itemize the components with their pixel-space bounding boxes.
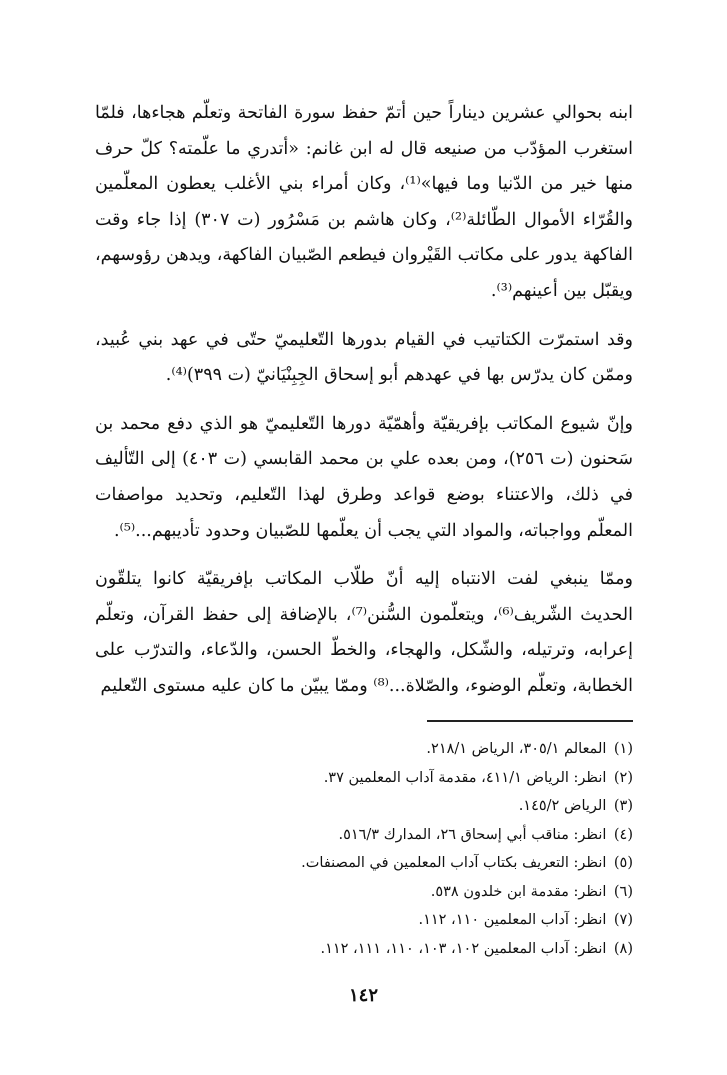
footnote: [95, 878, 633, 907]
paragraph-2: وقد استمرّت الكتاتيب في القيام بدورها التّعليميّ حتّى في عهد بني عُبيد، وممّن كان يدرّس بها في عهدهم أبو إسحاق الجِبِنْيَانيّ (ت ٣٩٩)⁽⁴⁾.: [95, 329, 633, 386]
paragraph-3: وإنّ شيوع المكاتب بإفريقيّة وأهمّيّة دورها التّعليميّ هو الذي دفع محمد بن سَحنون (ت ٢٥٦)، ومن بعده علي بن محمد القابسي (ت ٤٠٣) إلى التّأليف في ذلك، والاعتناء بوضع قواعد وطرق لهذا التّعليم، وتحديد مواصفات المعلّم وواجباته، والمواد التي يجب أن يعلّمها للصّبيان وحدود تأديبهم...⁽⁵⁾.: [95, 413, 633, 541]
page-number: ١٤٢: [348, 985, 378, 1006]
footnote-number: (٢): [613, 769, 633, 786]
footnote: [95, 735, 633, 764]
footnote-number: (٥): [613, 855, 633, 871]
footnote-text: انظر: آداب المعلمين ١١٠، ١١٢.: [418, 912, 607, 928]
footnote-text: انظر: مناقب أبي إسحاق ٢٦، المدارك ٥١٦/٣.: [338, 826, 607, 843]
footnote: [95, 849, 633, 878]
main-text: [95, 96, 633, 718]
footnote-text: انظر: آداب المعلمين ١٠٢، ١٠٣، ١١٠، ١١١، ١١٢.: [320, 940, 607, 957]
footnote-number: (٤): [613, 826, 633, 843]
footnote-divider: [427, 720, 633, 722]
footnote-text: الرياض ١٤٥/٢.: [518, 798, 607, 814]
footnotes-list: [95, 735, 633, 963]
footnote-number: (٦): [613, 883, 633, 900]
footnote: [95, 764, 633, 793]
footnote-text: المعالم ٣٠٥/١، الرياض ٢١٨/١.: [426, 741, 607, 757]
footnote: [95, 821, 633, 850]
footnote-number: (٣): [613, 798, 633, 814]
footnote-text: انظر: التعريف بكتاب آداب المعلمين في المصنفات.: [301, 855, 607, 871]
footnote: [95, 935, 633, 964]
footnote-number: (١): [613, 741, 633, 757]
footnote-number: (٨): [613, 940, 633, 957]
paragraph-4: وممّا ينبغي لفت الانتباه إليه أنّ طلّاب المكاتب بإفريقيّة كانوا يتلقّون الحديث الشّريف⁽⁶⁾، ويتعلّمون السُّنن⁽⁷⁾، بالإضافة إلى حفظ القرآن، وتعلّم إعرابه، وترتيله، والشّكل، والهجاء، والخطّ الحسن، والدّعاء، والتدرّب على الخطابة، وتعلّم الوضوء، والصّلاة...⁽⁸⁾ وممّا يبيّن ما كان عليه مستوى التّعليم: [95, 569, 633, 696]
footnote-text: انظر: الرياض ٤١١/١، مقدمة آداب المعلمين ٣٧.: [323, 769, 607, 786]
footnote-text: انظر: مقدمة ابن خلدون ٥٣٨.: [430, 883, 607, 900]
footnote: [95, 792, 633, 821]
paragraph-1: ابنه بحوالي عشرين ديناراً حين أتمّ حفظ سورة الفاتحة وتعلّم هجاءها، فلمّا استغرب المؤدّب من صنيعه قال له ابن غانم: «أتدري ما علّمته؟ كلّ حرف منها خير من الدّنيا وما فيها»⁽¹⁾، وكان أمراء بني الأغلب يعطون المعلّمين والقُرّاء الأموال الطّائلة⁽²⁾، وكان هاشم بن مَسْرُور (ت ٣٠٧) إذا جاء وقت الفاكهة يدور على مكاتب القَيْروان فيطعم الصّبيان الفاكهة، ويدهن رؤوسهم، ويقبّل بين أعينهم⁽³⁾.: [95, 103, 633, 301]
footnote-number: (٧): [613, 912, 633, 928]
footnote: [95, 906, 633, 935]
